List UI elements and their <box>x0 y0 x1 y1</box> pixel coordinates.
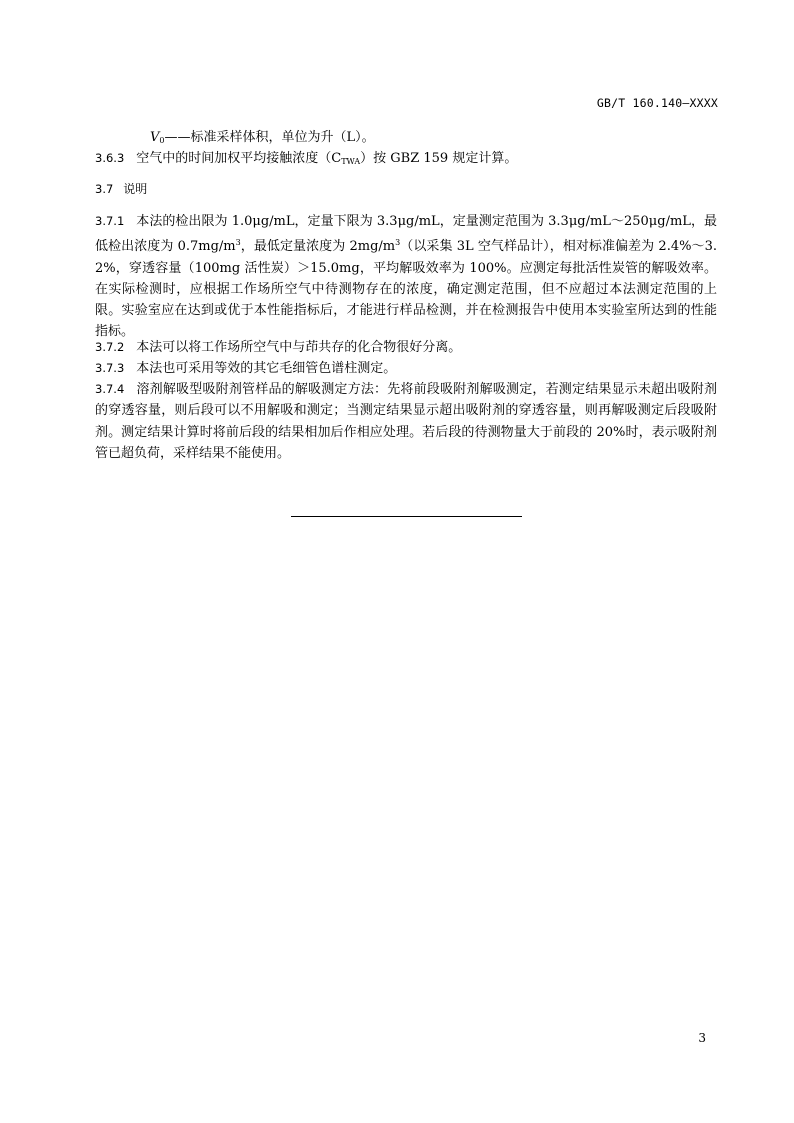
clause-text: 本法可以将工作场所空气中与茚共存的化合物很好分离。 <box>136 340 462 355</box>
clause-text-b: ，最低定量浓度为 2mg/m <box>240 239 396 255</box>
clause-number: 3.7.4 <box>95 382 125 396</box>
twa-subscript: TWA <box>341 157 361 166</box>
clause-text-a: 本法的检出限为 1.0μg/mL，定量下限为 3.3μg/mL，定量测定范围为 3.3μg/mL～250μg/mL，最低检出浓度为 0.7mg/m <box>95 214 717 255</box>
v0-subscript: 0 <box>159 136 165 145</box>
clause-3-7-3 <box>95 358 717 379</box>
section-title: 说明 <box>123 182 148 196</box>
clause-number: 3.7.2 <box>95 340 125 354</box>
clause-3-7-2 <box>95 337 717 358</box>
clause-3-6-3 <box>95 148 517 173</box>
page-number: 3 <box>698 1031 706 1045</box>
section-number: 3.7 <box>95 182 114 196</box>
clause-text: 本法也可采用等效的其它毛细管色谱柱测定。 <box>136 361 397 376</box>
clause-3-7-1 <box>95 211 717 343</box>
clause-number: 3.7.3 <box>95 361 125 375</box>
clause-text-c: （以采集 3L 空气样品计），相对标准偏差为 2.4%～3.2%，穿透容量（100mg 活性炭）＞15.0mg，平均解吸效率为 100%。应测定每批活性炭管的解吸效率。在实际检测时，应根据工作场所空气中待测物存在的浓度，确定测定范围，但不应超过本法测定范围的上限。实验室应在达到或优于本性能指标后，才能进行样品检测，并在检测报告中使用本实验室所达到的性能指标。 <box>95 239 717 340</box>
standard-id-header: GB/T 160.140—XXXX <box>596 96 718 110</box>
section-heading-3-7 <box>95 179 147 201</box>
clause-number: 3.6.3 <box>95 151 125 165</box>
clause-3-7-4 <box>95 379 717 464</box>
superscript-3: 3 <box>395 238 401 248</box>
end-rule <box>291 516 522 517</box>
clause-text-b: ）按 GBZ 159 规定计算。 <box>360 151 518 166</box>
v0-text: ——标准采样体积，单位为升（L）。 <box>164 130 375 145</box>
clause-text-a: 空气中的时间加权平均接触浓度（C <box>136 151 342 166</box>
superscript-3: 3 <box>235 238 241 248</box>
v0-symbol: V <box>150 130 160 145</box>
clause-number: 3.7.1 <box>95 214 125 228</box>
clause-text: 溶剂解吸型吸附剂管样品的解吸测定方法：先将前段吸附剂解吸测定，若测定结果显示未超出吸附剂的穿透容量，则后段可以不用解吸和测定；当测定结果显示超出吸附剂的穿透容量，则再解吸测定后段吸附剂。测定结果计算时将前后段的结果相加后作相应处理。若后段的待测物量大于前段的 20%时，表示吸附剂管已超负荷，采样结果不能使用。 <box>95 382 717 461</box>
